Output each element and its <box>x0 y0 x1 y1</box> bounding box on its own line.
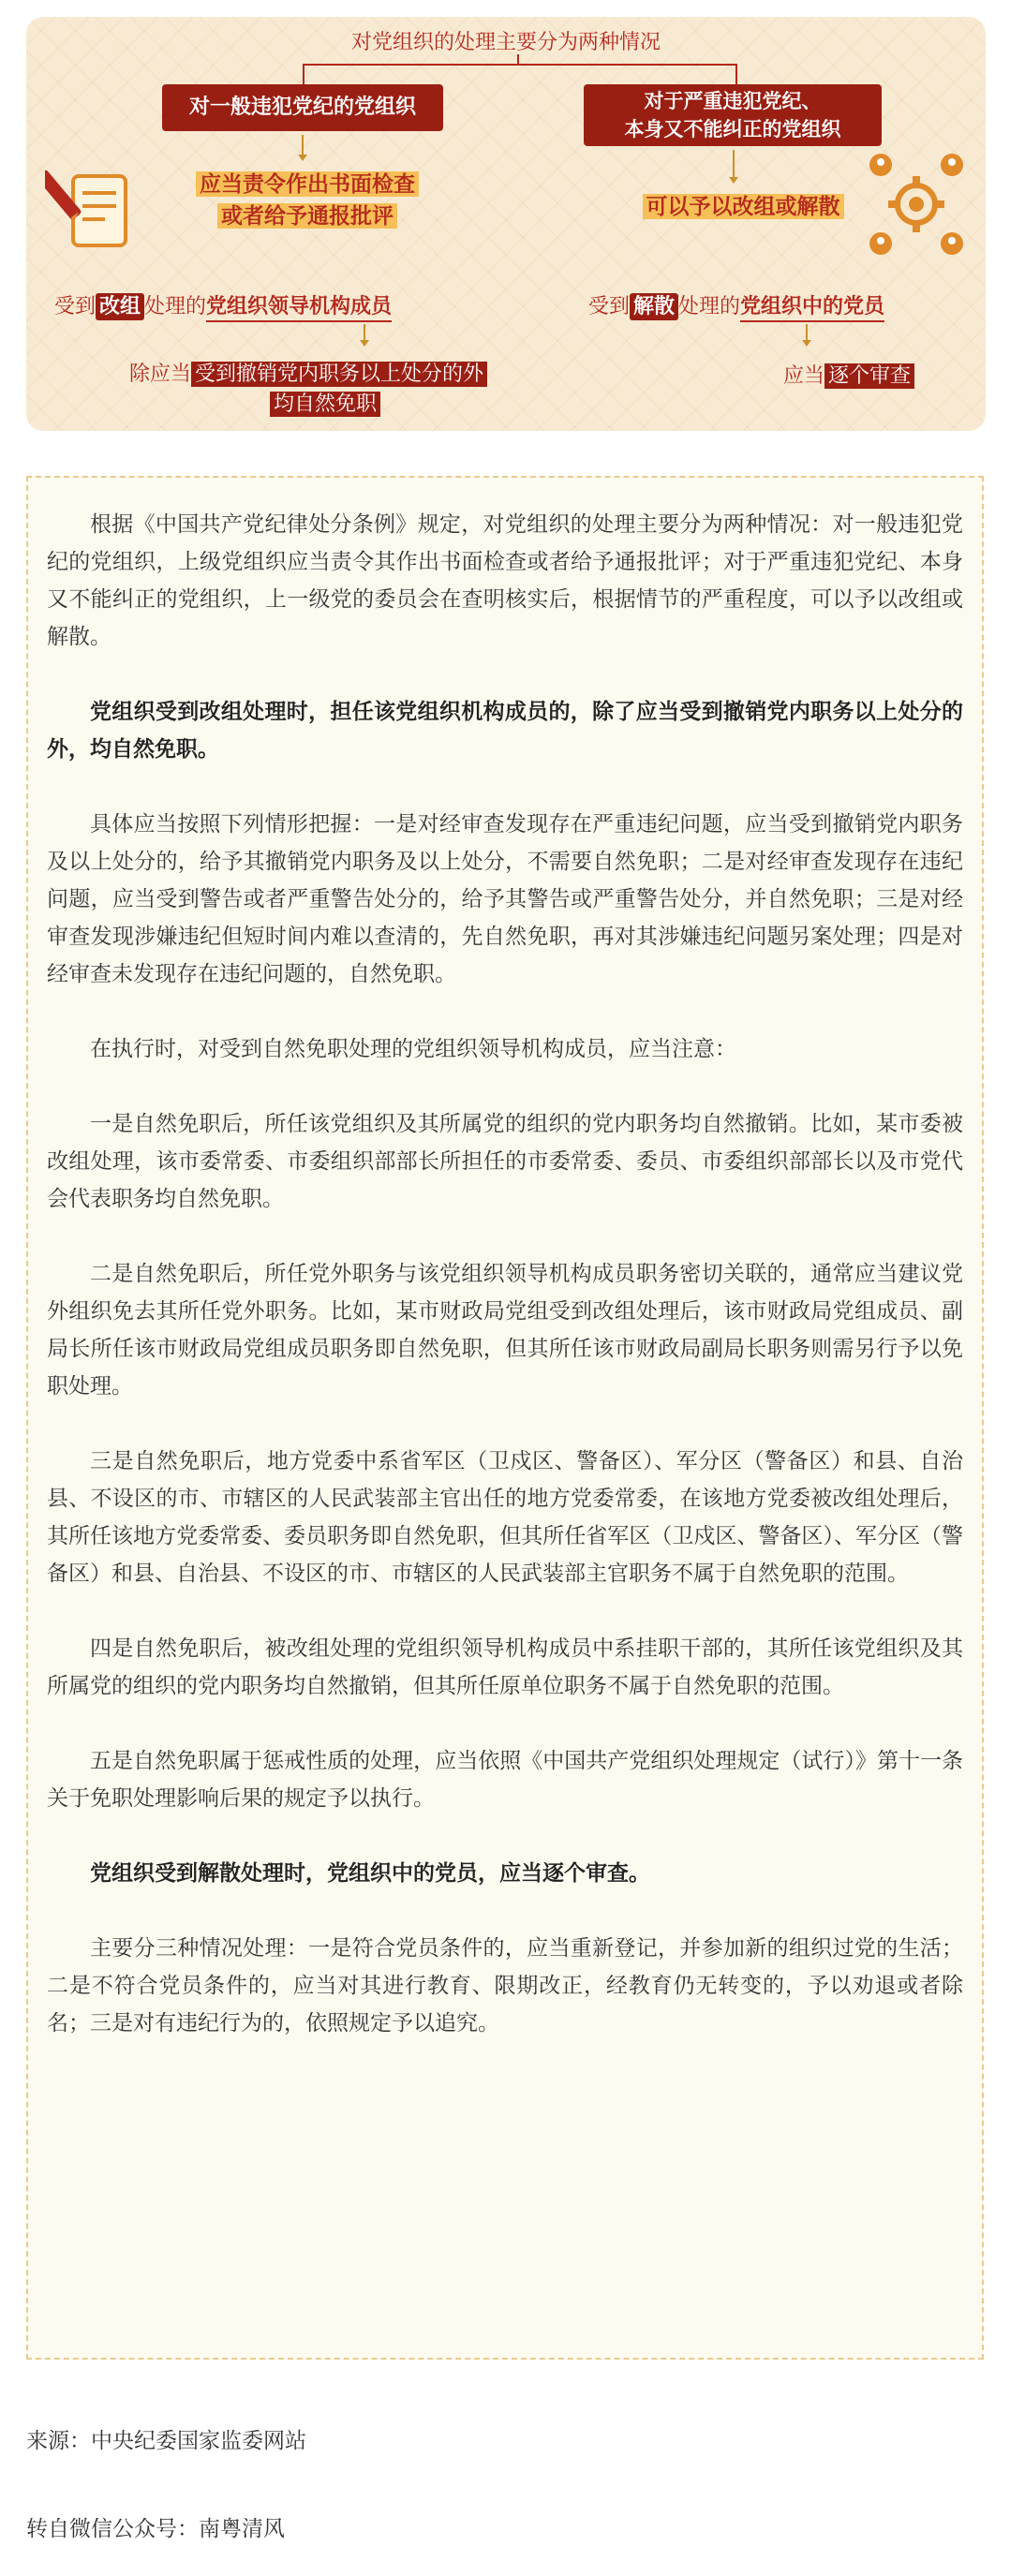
dissolve-middle: 处理的 <box>678 295 741 318</box>
dissolve-final-prefix: 应当 <box>783 364 825 388</box>
article-body <box>26 476 984 2360</box>
branch-bracket <box>303 64 737 84</box>
source-line: 来源：中央纪委国家监委网站 <box>26 2429 306 2453</box>
paragraph-attention: 在执行时，对受到自然免职处理的党组织领导机构成员，应当注意： <box>90 1037 736 1061</box>
dissolve-final-highlight: 逐个审查 <box>824 363 914 389</box>
people-gear-icon <box>860 148 973 260</box>
paragraph-reorganize-heading: 党组织受到改组处理时，担任该党组织机构成员的，除了应当受到撤销党内职务以上处分的外，均自然免职。 <box>47 700 963 762</box>
serious-violation-line2: 本身又不能纠正的党组织 <box>624 118 841 141</box>
reorganize-final-highlight-2: 均自然免职 <box>270 392 380 417</box>
reorganize-final-highlight-1: 受到撤销党内职务以上处分的外 <box>191 362 487 387</box>
right-arrow-1 <box>733 150 735 178</box>
reorganize-middle: 处理的 <box>144 295 207 318</box>
paragraph-point-4: 四是自然免职后，被改组处理的党组织领导机构成员中系挂职干部的，其所任该党组织及其所属党的组织的党内职务均自然撤销，但其所任原单位职务不属于自然免职的范围。 <box>47 1636 963 1698</box>
serious-violation-box <box>584 84 882 146</box>
paragraph-point-3: 三是自然免职后，地方党委中系省军区（卫戍区、警备区）、军分区（警备区）和县、自治县、不设区的市、市辖区的人民武装部主官出任的地方党委常委，在该地方党委被改组处理后，其所任该地方党委常委、委员职务即自然免职，但其所任省军区（卫戍区、警备区）、军分区（警备区）和县、自治县、不设区的市、市辖区的人民武装部主官职务不属于自然免职的范围。 <box>47 1449 963 1586</box>
infographic <box>26 17 986 431</box>
left-result <box>167 169 448 232</box>
wechat-source-line: 转自微信公众号：南粤清风 <box>26 2517 285 2541</box>
reorganize-final <box>129 360 598 420</box>
dissolve-badge: 解散 <box>630 293 678 320</box>
general-violation-box: 对一般违犯党纪的党组织 <box>162 84 443 131</box>
reorganize-badge: 改组 <box>96 293 144 320</box>
left-result-line2: 或者给予通报批评 <box>217 203 397 229</box>
right-result <box>607 191 879 223</box>
reorganize-branch <box>54 290 392 319</box>
paragraph-dissolve-heading: 党组织受到解散处理时，党组织中的党员，应当逐个审查。 <box>90 1861 650 1886</box>
document-pen-icon <box>45 157 148 260</box>
paragraph-point-1: 一是自然免职后，所任该党组织及其所属党的组织的党内职务均自然撤销。比如，某市委被改组处理，该市委常委、市委组织部部长所担任的市委常委、委员、市委组织部部长以及市党代会代表职务均自然免职。 <box>47 1112 963 1211</box>
left-arrow-1 <box>302 135 304 155</box>
reorganize-final-prefix: 除应当 <box>129 363 192 386</box>
paragraph-dissolve-details: 主要分三种情况处理：一是符合党员条件的，应当重新登记，并参加新的组织过党的生活；二是不符合党员条件的，应当对其进行教育、限期改正，经教育仍无转变的，予以劝退或者除名；三是对有违纪行为的，依照规定予以追究。 <box>47 1936 963 2036</box>
left-result-line1: 应当责令作出书面检查 <box>196 171 419 197</box>
infographic-title: 对党组织的处理主要分为两种情况 <box>350 31 661 54</box>
dissolve-final <box>783 360 914 389</box>
serious-violation-line1: 对于严重违犯党纪、 <box>644 90 822 112</box>
paragraph-specifics: 具体应当按照下列情形把握：一是对经审查发现存在严重违纪问题，应当受到撤销党内职务及以上处分的，给予其撤销党内职务及以上处分，不需要自然免职；二是对经审查发现存在违纪问题，应当受到警告或者严重警告处分的，给予其警告或严重警告处分，并自然免职；三是对经审查发现涉嫌违纪但短时间内难以查清的，先自然免职，再对其涉嫌违纪问题另案处理；四是对经审查未发现存在违纪问题的，自然免职。 <box>47 812 963 986</box>
right-arrow-2 <box>806 324 808 341</box>
paragraph-point-5: 五是自然免职属于惩戒性质的处理，应当依照《中国共产党组织处理规定（试行）》第十一条关于免职处理影响后果的规定予以执行。 <box>47 1749 963 1811</box>
paragraph-point-2: 二是自然免职后，所任党外职务与该党组织领导机构成员职务密切关联的，通常应当建议党外组织免去其所任党外职务。比如，某市财政局党组受到改组处理后，该市财政局党组成员、副局长所任该市财政局党组成员职务即自然免职，但其所任该市财政局副局长职务则需另行予以免职处理。 <box>47 1262 963 1399</box>
bracket-stem <box>517 54 519 66</box>
paragraph-intro: 根据《中国共产党纪律处分条例》规定，对党组织的处理主要分为两种情况：对一般违犯党纪的党组织，上级党组织应当责令其作出书面检查或者给予通报批评；对于严重违犯党纪、本身又不能纠正的党组织，上一级党的委员会在查明核实后，根据情节的严重程度，可以予以改组或解散。 <box>47 512 963 649</box>
dissolve-branch <box>588 290 884 319</box>
dissolve-target: 党组织中的党员 <box>740 295 884 322</box>
dissolve-prefix: 受到 <box>588 295 631 318</box>
reorganize-target: 党组织领导机构成员 <box>206 295 392 322</box>
reorganize-prefix: 受到 <box>54 295 97 318</box>
left-arrow-2 <box>364 324 365 341</box>
right-result-text: 可以予以改组或解散 <box>643 194 844 219</box>
